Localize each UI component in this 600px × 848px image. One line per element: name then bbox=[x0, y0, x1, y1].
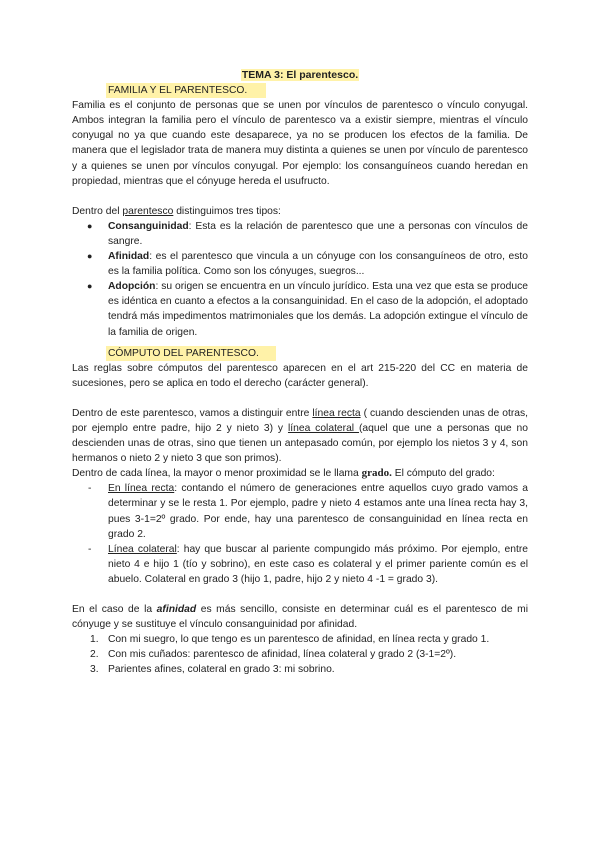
bullet-icon: ● bbox=[87, 220, 93, 231]
section-heading-computo: CÓMPUTO DEL PARENTESCO. bbox=[106, 346, 276, 361]
list-item: ● Consanguinidad: Esta es la relación de parentesco que une a personas con vínculos de sangre. bbox=[87, 220, 528, 247]
list-item: ● Afinidad: es el parentesco que vincula a un cónyuge con los consanguíneos de otro, esto es la familia política. Como son los cónyuges, suegros... bbox=[87, 251, 528, 278]
term-parentesco: parentesco bbox=[122, 205, 174, 217]
paragraph-familia-definition: Familia es el conjunto de personas que se unen por vínculos de parentesco o vínculo conyugal. Ambos integran la familia pero el vínculo de parentesco va a existir siempre, mientras el vínculo conyugal no ya que cuando este desaparece, ya no se producen los efectos de la familia. De manera que el legislador trata de manera muy distinta a quienes se unen por vínculo de parentesco y a quienes se unen por vínculos conyugal. Por ejemplo: los consanguíneos cuando heredan en propiedad, mientras que el cónyuge hereda el usufructo. bbox=[72, 100, 528, 187]
list-item: 2. Con mis cuñados: parentesco de afinidad, línea colateral y grado 2 (3-1=2º). bbox=[90, 649, 457, 661]
term-grado: grado. bbox=[361, 467, 392, 480]
term-linea-recta: línea recta bbox=[312, 407, 361, 419]
examples-list bbox=[72, 632, 528, 677]
list-item: ● Adopción: su origen se encuentra en un vínculo jurídico. Esta una vez que esta se produce es idéntica en cuanto a efectos a la consanguinidad. En el caso de la adopción, el adoptado tendrá más impedimentos matrimoniales que los demás. La adopción extingue el vínculo de la familia de origen. bbox=[87, 281, 528, 338]
document-page bbox=[72, 68, 528, 677]
paragraph-computo-rules: Las reglas sobre cómputos del parentesco aparecen en el art 215-220 del CC en materia de sucesiones, pero se aplica en todo el derecho (carácter general). bbox=[72, 362, 528, 389]
term-linea-colateral: línea colateral bbox=[287, 422, 359, 434]
list-item: 3. Parientes afines, colateral en grado 3: mi sobrino. bbox=[90, 664, 335, 676]
term-afinidad: afinidad bbox=[156, 604, 197, 615]
dash-icon: - bbox=[88, 483, 92, 495]
paragraph-afinidad: En el caso de la afinidad es más sencillo, consiste en determinar cuál es el parentesco de mi cónyuge y se sustituye el vínculo consanguinidad por afinidad. bbox=[72, 604, 528, 631]
paragraph-lines: Dentro de este parentesco, vamos a distinguir entre línea recta ( cuando descienden unas de otras, por ejemplo entre padre, hijo 2 y nieto 3) y línea colateral (aquel que une a personas que no descienden unas de otras, sino que tienen un antepasado común, por ejemplo los nietos 3 y 4, son hermanos o nieto 2 y nieto 3 que son primos). bbox=[72, 407, 528, 465]
document-title: TEMA 3: El parentesco. bbox=[241, 69, 359, 81]
list-item: 1. Con mi suegro, lo que tengo es un parentesco de afinidad, en línea recta y grado 1. bbox=[90, 634, 490, 646]
lines-list bbox=[72, 481, 528, 587]
types-list bbox=[72, 219, 528, 340]
title-line bbox=[72, 68, 528, 83]
list-item: - Línea colateral: hay que buscar al pariente compungido más próximo. Por ejemplo, entre nieto 4 e hijo 1 (tío y sobrino), en este caso es colateral y el primer pariente común es el abuelo. Colateral en grado 3 (hijo 1, padre, hijo 2 y nieto 4 -1 = grado 3). bbox=[88, 543, 528, 585]
paragraph-grado: Dentro de cada línea, la mayor o menor proximidad se le llama grado. El cómputo del grado: bbox=[72, 467, 495, 480]
bullet-icon: ● bbox=[87, 251, 93, 262]
dash-icon: - bbox=[88, 543, 92, 555]
paragraph-types-intro: Dentro del parentesco distinguimos tres tipos: bbox=[72, 205, 281, 217]
section-heading-familia: FAMILIA Y EL PARENTESCO. bbox=[106, 83, 266, 98]
list-item: - En línea recta: contando el número de generaciones entre aquellos cuyo grado vamos a determinar y se le resta 1. Por ejemplo, padre y nieto 4 estamos ante una línea recta hay 3, pues 3-1=2º grado. Por ende, hay una parentesco de consanguinidad en línea recta en grado 2. bbox=[88, 483, 528, 540]
bullet-icon: ● bbox=[87, 281, 93, 292]
